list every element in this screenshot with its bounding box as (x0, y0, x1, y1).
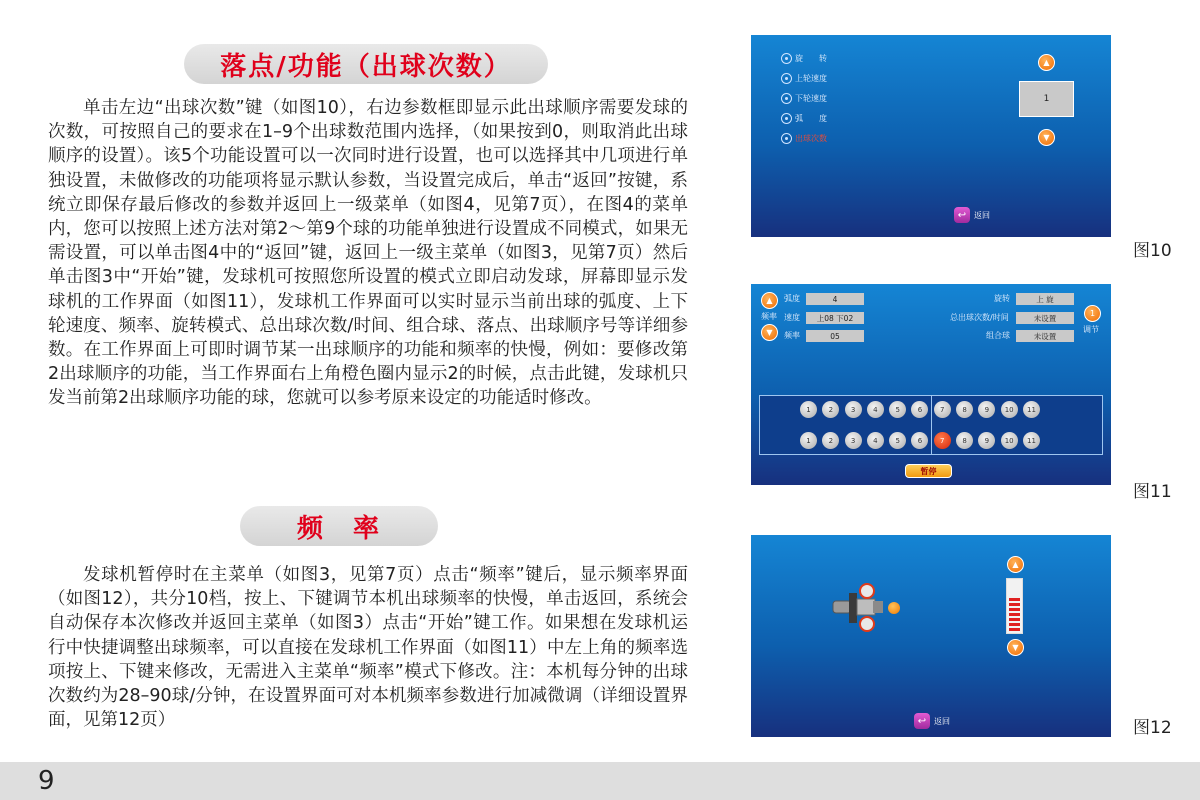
spin-value: 上 旋 (1016, 293, 1074, 305)
pause-button[interactable]: 暂停 (905, 464, 952, 478)
figure-12-screen (751, 535, 1111, 737)
ball-icon[interactable]: 6 (911, 401, 928, 418)
speed-label: 速度 (784, 313, 800, 322)
level-segment (1009, 588, 1020, 592)
menu-item-ball-count[interactable]: 出球次数 (781, 133, 827, 144)
ball-icon[interactable]: 10 (1001, 432, 1018, 449)
page-footer (0, 762, 1200, 800)
triangle-up-icon[interactable]: ▲ (1007, 556, 1024, 573)
spin-icon (781, 53, 792, 64)
ball-count-value: 1 (1019, 81, 1074, 117)
ball-row-1 (800, 401, 1040, 418)
ball-icon[interactable]: 1 (800, 432, 817, 449)
ball-icon[interactable]: 7 (934, 401, 951, 418)
frequency-down-icon[interactable]: ▼ (761, 324, 778, 341)
figure-11-label: 图11 (1133, 482, 1172, 502)
triangle-down-icon[interactable]: ▼ (1007, 639, 1024, 656)
sequence-button[interactable]: 1 (1084, 305, 1101, 322)
frequency-label: 频率 (784, 331, 800, 340)
ball-icon[interactable]: 4 (867, 401, 884, 418)
menu-item-upper-wheel[interactable]: 上轮速度 (781, 73, 827, 84)
ball-icon[interactable]: 6 (911, 432, 928, 449)
ball-icon[interactable]: 11 (1023, 401, 1040, 418)
frequency-value: 05 (806, 330, 864, 342)
ball-icon[interactable]: 10 (1001, 401, 1018, 418)
ball-icon[interactable]: 2 (822, 401, 839, 418)
level-segment (1009, 603, 1020, 607)
back-button[interactable]: ↩ 返回 (914, 713, 950, 729)
ball-icon[interactable]: 4 (867, 432, 884, 449)
figure-10-label: 图10 (1133, 241, 1172, 261)
level-segment (1009, 618, 1020, 622)
figure-10-screen (751, 35, 1111, 237)
level-segment (1009, 598, 1020, 602)
menu-item-lower-wheel[interactable]: 下轮速度 (781, 93, 827, 104)
frequency-level-bar (1006, 578, 1023, 634)
figure-12-label: 图12 (1133, 718, 1172, 738)
triangle-up-icon[interactable]: ▲ (1038, 54, 1055, 71)
ball-icon[interactable]: 11 (1023, 432, 1040, 449)
ball-icon[interactable]: 5 (889, 432, 906, 449)
arc-label: 弧度 (784, 294, 800, 303)
total-count-label: 总出球次数/时间 (950, 313, 1009, 322)
ball-icon[interactable]: 9 (978, 401, 995, 418)
combo-value: 未设置 (1016, 330, 1074, 342)
ball-icon[interactable]: 5 (889, 401, 906, 418)
frequency-side-label: 频率 (761, 312, 777, 321)
speed-value: 上08 下02 (806, 312, 864, 324)
menu-item-arc[interactable]: 弧 度 (781, 113, 827, 124)
ball-row-2 (800, 432, 1040, 449)
level-segment (1009, 608, 1020, 612)
return-arrow-icon: ↩ (914, 713, 930, 729)
ball-icon[interactable]: 2 (822, 432, 839, 449)
spin-label: 旋转 (994, 294, 1010, 303)
ball-icon[interactable]: 8 (956, 401, 973, 418)
ball-icon[interactable]: 3 (845, 432, 862, 449)
section-body-landing: 单击左边“出球次数”键（如图10），右边参数框即显示此出球顺序需要发球的次数，可按照自己的要求在1–9个出球数范围内选择，（如果按到0，则取消此出球顺序的设置）。该5个功能设置可以一次同时进行设置，也可以选择其中几项进行单独设置，未做修改的功能项将显示默认参数，当设置完成后，单击“返回”按键，系统立即保存最后修改的参数并返回上一级菜单（如图4，见第7页），在图4的菜单内，您可以按照上述方法对第2～第9个球的功能单独进行设置成不同模式，如果无需设置，可以单击图4中的“返回”键，返回上一级主菜单（如图3，见第7页）然后单击图3中“开始”键，发球机可按照您所设置的模式立即启动发球，屏幕即显示发球机的工作界面（如图11），发球机工作界面可以实时显示当前出球的弧度、上下轮速度、频率、旋转模式、总出球次数/时间、组合球、落点、出球顺序号等详细参数。在工作界面上可即时调节某一出球顺序的功能和频率的快慢，例如：要修改第2出球顺序的功能，当工作界面右上角橙色圈内显示2的时候，点击此键，发球机只发当前第2出球顺序功能的球，您就可以参考原来设定的功能适时修改。 (48, 98, 688, 409)
page-number: 9 (38, 766, 55, 796)
ball-icon[interactable]: 9 (978, 432, 995, 449)
ball-icon-active[interactable]: 7 (934, 432, 951, 449)
arc-value: 4 (806, 293, 864, 305)
adjust-side-label: 调节 (1083, 325, 1099, 334)
level-segment (1009, 613, 1020, 617)
section-body-frequency: 发球机暂停时在主菜单（如图3，见第7页）点击“频率”键后，显示频率界面（如图12），共分10档，按上、下键调节本机出球频率的快慢，单击返回，系统会自动保存本次修改并返回主菜单（如图3）点击“开始”键工作。如果想在发球机运行中快捷调整出球频率，可以直接在发球机工作界面（如图11）中左上角的频率选项按上、下键来修改，无需进入主菜单“频率”模式下修改。注：本机每分钟的出球次数约为28–90球/分钟，在设置界面可对本机频率参数进行加减微调（详细设置界面，见第12页） (48, 565, 688, 731)
return-arrow-icon: ↩ (954, 207, 970, 223)
ball-icon[interactable]: 3 (845, 401, 862, 418)
combo-label: 组合球 (986, 331, 1010, 340)
section-title-landing: 落点/功能（出球次数） (184, 44, 548, 84)
ball-icon[interactable]: 1 (800, 401, 817, 418)
ball-count-icon (781, 133, 792, 144)
figure-11-screen (751, 284, 1111, 485)
frequency-up-icon[interactable]: ▲ (761, 292, 778, 309)
menu-item-spin[interactable]: 旋 转 (781, 53, 827, 64)
total-count-value: 未设置 (1016, 312, 1074, 324)
arc-icon (781, 113, 792, 124)
ball-icon[interactable]: 8 (956, 432, 973, 449)
level-segment (1009, 623, 1020, 627)
level-segment (1009, 628, 1020, 632)
section-title-frequency: 频 率 (240, 506, 438, 546)
lower-wheel-icon (781, 93, 792, 104)
back-button[interactable]: ↩ 返回 (954, 207, 990, 223)
level-segment (1009, 583, 1020, 587)
triangle-down-icon[interactable]: ▼ (1038, 129, 1055, 146)
level-segment (1009, 593, 1020, 597)
ball-icon (888, 602, 900, 614)
upper-wheel-icon (781, 73, 792, 84)
